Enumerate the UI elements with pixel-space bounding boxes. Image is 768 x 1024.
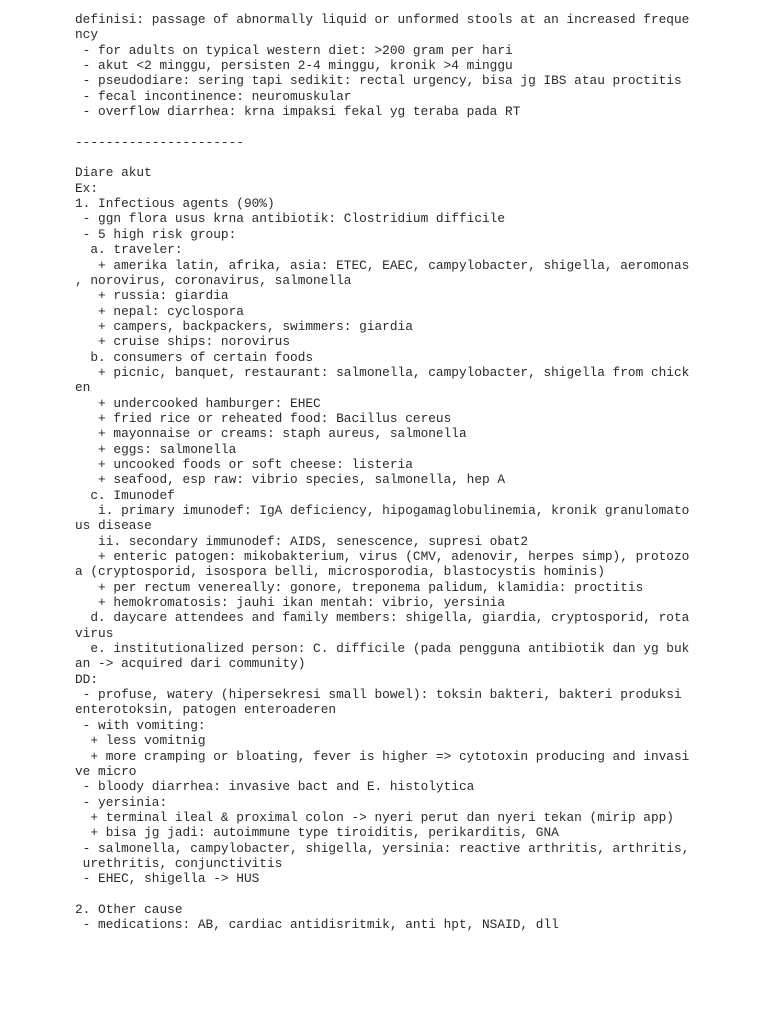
list-item: enterotoksin, patogen enteroaderen <box>75 702 337 718</box>
list-item: e. institutionalized person: C. difficile (pada pengguna antibiotik dan yg buk <box>75 641 690 657</box>
list-item: - with vomiting: <box>75 717 206 733</box>
list-item: c. Imunodef <box>75 487 175 503</box>
list-item: + nepal: cyclospora <box>75 303 244 319</box>
list-item: - ggn flora usus krna antibiotik: Clostridium difficile <box>75 211 506 227</box>
definition-item: - for adults on typical western diet: >200 gram per hari <box>75 42 513 58</box>
list-item: i. primary imunodef: IgA deficiency, hipogamaglobulinemia, kronik granulomato <box>75 503 690 518</box>
list-item: + mayonnaise or creams: staph aureus, salmonella <box>75 426 467 442</box>
list-item: + less vomitnig <box>75 733 206 749</box>
list-item: urethritis, conjunctivitis <box>75 855 283 871</box>
numbered-item: 1. Infectious agents (90%) <box>75 196 275 212</box>
list-item: - profuse, watery (hipersekresi small bowel): toksin bakteri, bakteri produksi <box>75 687 682 703</box>
list-item: + eggs: salmonella <box>75 441 237 457</box>
list-item: + picnic, banquet, restaurant: salmonella, campylobacter, shigella from chick <box>75 364 690 380</box>
list-item: - medications: AB, cardiac antidisritmik, anti hpt, NSAID, dll <box>75 917 559 933</box>
numbered-item: 2. Other cause <box>75 901 183 917</box>
blank-line <box>75 150 755 165</box>
list-item: a (cryptosporid, isospora belli, microsporodia, blastocystis hominis) <box>75 564 605 580</box>
separator-line: ---------------------- <box>75 134 244 150</box>
list-item: , norovirus, coronavirus, salmonella <box>75 272 352 288</box>
definition-item: - fecal incontinence: neuromuskular <box>75 88 352 104</box>
list-item: - bloody diarrhea: invasive bact and E. histolytica <box>75 779 475 795</box>
list-item: d. daycare attendees and family members: shigella, giardia, cryptosporid, rota <box>75 610 690 626</box>
list-item: en <box>75 380 91 396</box>
list-item: + terminal ileal & proximal colon -> nyeri perut dan nyeri tekan (mirip app) <box>75 809 674 825</box>
list-item: + uncooked foods or soft cheese: listeria <box>75 456 413 472</box>
subheading: DD: <box>75 671 99 687</box>
list-item: b. consumers of certain foods <box>75 349 314 365</box>
list-item: an -> acquired dari community) <box>75 656 306 672</box>
list-item: + seafood, esp raw: vibrio species, salmonella, hep A <box>75 472 506 488</box>
document-page <box>75 12 755 933</box>
definition-line: ncy <box>75 27 99 43</box>
list-item: us disease <box>75 518 152 534</box>
definition-line: definisi: passage of abnormally liquid or unformed stools at an increased freque <box>75 12 690 27</box>
list-item: + russia: giardia <box>75 288 229 304</box>
list-item: ii. secondary immunodef: AIDS, senescence, supresi obat2 <box>75 533 529 549</box>
list-item: + fried rice or reheated food: Bacillus cereus <box>75 410 452 426</box>
list-item: - EHEC, shigella -> HUS <box>75 871 260 887</box>
blank-line <box>75 119 755 134</box>
list-item: + undercooked hamburger: EHEC <box>75 395 321 411</box>
list-item: ve micro <box>75 763 137 779</box>
definition-item: - akut <2 minggu, persisten 2-4 minggu, kronik >4 minggu <box>75 58 513 74</box>
list-item: + more cramping or bloating, fever is higher => cytotoxin producing and invasi <box>75 748 690 764</box>
list-item: + bisa jg jadi: autoimmune type tiroiditis, perikarditis, GNA <box>75 825 559 841</box>
list-item: - 5 high risk group: <box>75 226 237 242</box>
list-item: - yersinia: <box>75 794 168 810</box>
list-item: + campers, backpackers, swimmers: giardia <box>75 318 413 334</box>
list-item: + per rectum venereally: gonore, treponema palidum, klamidia: proctitis <box>75 579 644 595</box>
definition-item: - pseudodiare: sering tapi sedikit: rectal urgency, bisa jg IBS atau proctitis <box>75 73 682 89</box>
subheading: Ex: <box>75 180 99 196</box>
definition-item: - overflow diarrhea: krna impaksi fekal yg teraba pada RT <box>75 104 521 120</box>
list-item: + hemokromatosis: jauhi ikan mentah: vibrio, yersinia <box>75 595 506 611</box>
blank-line <box>75 887 755 902</box>
list-item: - salmonella, campylobacter, shigella, yersinia: reactive arthritis, arthritis, <box>75 840 690 856</box>
section-heading: Diare akut <box>75 165 152 181</box>
list-item: virus <box>75 625 114 641</box>
list-item: + cruise ships: norovirus <box>75 334 291 350</box>
list-item: + enteric patogen: mikobakterium, virus (CMV, adenovir, herpes simp), protozo <box>75 549 690 565</box>
list-item: + amerika latin, afrika, asia: ETEC, EAEC, campylobacter, shigella, aeromonas <box>75 257 690 273</box>
list-item: a. traveler: <box>75 242 183 258</box>
